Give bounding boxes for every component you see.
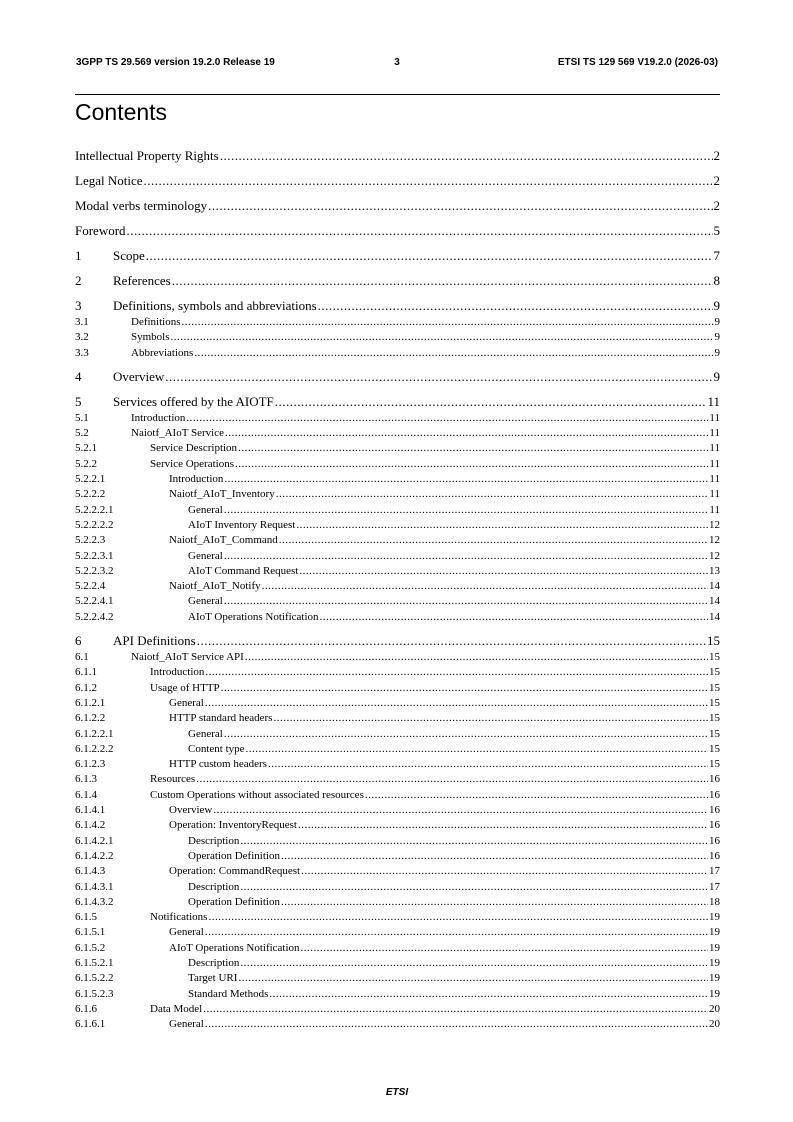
toc-entry-title: Naiotf_AIoT Service bbox=[131, 427, 224, 440]
toc-entry[interactable] bbox=[75, 472, 720, 487]
toc-entry-page: 17 bbox=[709, 880, 720, 893]
toc-entry-number: 5.2.2.3 bbox=[75, 534, 106, 547]
toc-entry-page: 15 bbox=[709, 666, 720, 679]
toc-entry-number: 6.1.2.3 bbox=[75, 758, 106, 771]
toc-entry-title: Foreword bbox=[75, 223, 126, 238]
toc-entry-number: 6.1.5.2.1 bbox=[75, 956, 114, 969]
toc-dot-leader bbox=[275, 393, 707, 411]
toc-dot-leader bbox=[298, 818, 708, 833]
toc-dot-leader bbox=[205, 665, 708, 680]
toc-entry-number: 6.1.5 bbox=[75, 911, 97, 924]
toc-entry-title: HTTP custom headers bbox=[169, 758, 267, 771]
toc-entry[interactable] bbox=[75, 956, 720, 971]
toc-entry-number: 4 bbox=[75, 368, 82, 384]
toc-entry-page: 15 bbox=[709, 758, 720, 771]
toc-entry[interactable] bbox=[75, 426, 720, 441]
header-spec-version: 3GPP TS 29.569 version 19.2.0 Release 19 bbox=[76, 57, 275, 68]
toc-entry-number: 6.1 bbox=[75, 651, 89, 664]
toc-entry-title: General bbox=[169, 926, 204, 939]
toc-entry-page: 8 bbox=[713, 273, 720, 288]
toc-entry-page: 18 bbox=[709, 895, 720, 908]
toc-entry-number: 5.2.2.4.2 bbox=[75, 610, 114, 623]
toc-entry-title: Operation Definition bbox=[188, 849, 280, 862]
footer-etsi: ETSI bbox=[385, 1087, 409, 1098]
toc-entry[interactable] bbox=[75, 441, 720, 456]
toc-entry[interactable] bbox=[75, 665, 720, 680]
toc-entry-page: 11 bbox=[709, 503, 720, 516]
toc-dot-leader bbox=[279, 533, 708, 548]
toc-entry[interactable] bbox=[75, 272, 720, 290]
toc-entry-number: 5.1 bbox=[75, 411, 89, 424]
toc-entry-page: 7 bbox=[713, 248, 720, 263]
toc-entry-page: 15 bbox=[709, 712, 720, 725]
toc-entry-page: 17 bbox=[709, 865, 720, 878]
toc-dot-leader bbox=[224, 503, 709, 518]
toc-entry-number: 6.1.2.1 bbox=[75, 696, 106, 709]
toc-entry-title: Service Operations bbox=[150, 457, 234, 470]
toc-entry[interactable] bbox=[75, 457, 720, 472]
toc-dot-leader bbox=[276, 487, 709, 502]
toc-entry[interactable] bbox=[75, 632, 720, 650]
toc-entry[interactable] bbox=[75, 681, 720, 696]
toc-entry[interactable] bbox=[75, 650, 720, 665]
toc-entry-page: 14 bbox=[709, 580, 720, 593]
toc-entry-title: General bbox=[188, 727, 223, 740]
toc-entry-number: 6.1.4.2.2 bbox=[75, 849, 114, 862]
toc-entry-number: 6.1.4.2.1 bbox=[75, 834, 114, 847]
toc-entry-page: 2 bbox=[713, 148, 720, 163]
toc-entry-number: 5.2.2.2 bbox=[75, 488, 106, 501]
toc-dot-leader bbox=[269, 987, 708, 1002]
toc-entry[interactable] bbox=[75, 696, 720, 711]
toc-entry-title: Data Model bbox=[150, 1002, 203, 1015]
toc-entry-page: 19 bbox=[709, 956, 720, 969]
toc-entry[interactable] bbox=[75, 197, 720, 215]
toc-dot-leader bbox=[205, 696, 708, 711]
toc-dot-leader bbox=[301, 941, 708, 956]
toc-entry-number: 6.1.6 bbox=[75, 1002, 97, 1015]
toc-entry-page: 16 bbox=[709, 773, 720, 786]
toc-entry[interactable] bbox=[75, 330, 720, 345]
toc-dot-leader bbox=[172, 272, 713, 290]
toc-entry-page: 16 bbox=[709, 788, 720, 801]
toc-entry[interactable] bbox=[75, 315, 720, 330]
toc-entry-title: AIoT Operations Notification bbox=[169, 941, 300, 954]
toc-entry-page: 11 bbox=[709, 488, 720, 501]
toc-entry[interactable] bbox=[75, 247, 720, 265]
toc-dot-leader bbox=[273, 711, 708, 726]
toc-entry[interactable] bbox=[75, 346, 720, 361]
toc-entry[interactable] bbox=[75, 172, 720, 190]
toc-dot-leader bbox=[245, 650, 708, 665]
toc-entry[interactable] bbox=[75, 803, 720, 818]
toc-entry-page: 19 bbox=[709, 987, 720, 1000]
toc-entry[interactable] bbox=[75, 880, 720, 895]
toc-entry-number: 6 bbox=[75, 633, 82, 649]
toc-entry-title: Description bbox=[188, 956, 240, 969]
toc-dot-leader bbox=[225, 426, 708, 441]
toc-dot-leader bbox=[208, 910, 708, 925]
toc-entry[interactable] bbox=[75, 788, 720, 803]
toc-dot-leader bbox=[246, 742, 708, 757]
toc-entry-page: 5 bbox=[713, 223, 720, 238]
toc-entry-page: 11 bbox=[709, 411, 720, 424]
toc-entry-title: Usage of HTTP bbox=[150, 681, 220, 694]
toc-entry-number: 3.1 bbox=[75, 316, 89, 328]
toc-entry-page: 2 bbox=[713, 173, 720, 188]
toc-entry-page: 13 bbox=[709, 564, 720, 577]
toc-entry-page: 16 bbox=[709, 819, 720, 832]
toc-entry-page: 19 bbox=[709, 941, 720, 954]
toc-entry-title: General bbox=[188, 549, 223, 562]
toc-entry-number: 5.2.2.3.1 bbox=[75, 549, 114, 562]
toc-dot-leader bbox=[262, 579, 708, 594]
toc-entry-title: AIoT Command Request bbox=[188, 564, 299, 577]
toc-entry[interactable] bbox=[75, 518, 720, 533]
toc-entry-title: Introduction bbox=[131, 411, 186, 424]
toc-entry-page: 14 bbox=[709, 610, 720, 623]
toc-entry-number: 6.1.4.2 bbox=[75, 819, 106, 832]
toc-entry[interactable] bbox=[75, 368, 720, 386]
toc-entry-title: API Definitions bbox=[113, 633, 196, 649]
toc-entry-number: 6.1.5.2 bbox=[75, 941, 106, 954]
toc-dot-leader bbox=[213, 803, 708, 818]
toc-dot-leader bbox=[318, 297, 713, 315]
toc-entry-page: 15 bbox=[707, 633, 720, 649]
toc-entry[interactable] bbox=[75, 610, 720, 625]
toc-entry-number: 5.2.2.3.2 bbox=[75, 564, 114, 577]
toc-entry[interactable] bbox=[75, 849, 720, 864]
toc-entry-title: Operation Definition bbox=[188, 895, 280, 908]
table-of-contents bbox=[75, 147, 720, 1032]
toc-entry-page: 9 bbox=[714, 346, 720, 359]
toc-entry-title: Definitions, symbols and abbreviations bbox=[113, 298, 317, 313]
toc-entry-page: 19 bbox=[709, 926, 720, 939]
header-page-number: 3 bbox=[394, 57, 400, 68]
toc-entry-title: HTTP standard headers bbox=[169, 712, 273, 725]
toc-entry-number: 6.1.6.1 bbox=[75, 1018, 106, 1031]
toc-entry-page: 20 bbox=[709, 1002, 720, 1015]
toc-entry-number: 1 bbox=[75, 248, 82, 263]
toc-entry-number: 2 bbox=[75, 273, 82, 288]
toc-entry-page: 15 bbox=[709, 696, 720, 709]
toc-entry[interactable] bbox=[75, 487, 720, 502]
toc-entry-page: 15 bbox=[709, 681, 720, 694]
toc-entry[interactable] bbox=[75, 222, 720, 240]
toc-entry-page: 15 bbox=[709, 742, 720, 755]
toc-entry[interactable] bbox=[75, 411, 720, 426]
toc-dot-leader bbox=[165, 368, 712, 386]
toc-entry-title: Naiotf_AIoT Service API bbox=[131, 651, 244, 664]
toc-entry[interactable] bbox=[75, 564, 720, 579]
toc-entry-number: 6.1.4.3.2 bbox=[75, 895, 114, 908]
toc-entry[interactable] bbox=[75, 393, 720, 411]
toc-dot-leader bbox=[182, 315, 714, 330]
toc-entry[interactable] bbox=[75, 549, 720, 564]
toc-entry[interactable] bbox=[75, 1002, 720, 1017]
toc-dot-leader bbox=[146, 247, 713, 265]
toc-entry-number: 5.2.2.1 bbox=[75, 473, 106, 486]
toc-entry[interactable] bbox=[75, 818, 720, 833]
toc-dot-leader bbox=[144, 172, 713, 190]
toc-entry-number: 6.1.4.1 bbox=[75, 804, 106, 817]
toc-entry-number: 6.1.5.2.2 bbox=[75, 972, 114, 985]
toc-entry-number: 5.2.2.4 bbox=[75, 580, 106, 593]
toc-dot-leader bbox=[205, 925, 708, 940]
toc-entry-title: Standard Methods bbox=[188, 987, 269, 1000]
toc-entry-title: Naiotf_AIoT_Notify bbox=[169, 580, 261, 593]
toc-entry-number: 5.2.2.4.1 bbox=[75, 595, 114, 608]
toc-entry[interactable] bbox=[75, 772, 720, 787]
toc-entry-title: AIoT Operations Notification bbox=[188, 610, 319, 623]
toc-entry-number: 3 bbox=[75, 298, 82, 313]
toc-entry-title: Notifications bbox=[150, 911, 208, 924]
header-etsi-reference: ETSI TS 129 569 V19.2.0 (2026-03) bbox=[557, 57, 718, 68]
toc-entry-title: Abbreviations bbox=[131, 346, 194, 359]
toc-entry[interactable] bbox=[75, 503, 720, 518]
toc-entry[interactable] bbox=[75, 971, 720, 986]
toc-dot-leader bbox=[235, 457, 708, 472]
toc-entry-page: 12 bbox=[709, 534, 720, 547]
toc-entry-title: Naiotf_AIoT_Command bbox=[169, 534, 278, 547]
toc-entry-title: Legal Notice bbox=[75, 173, 143, 188]
toc-dot-leader bbox=[268, 757, 708, 772]
toc-entry-title: Naiotf_AIoT_Inventory bbox=[169, 488, 275, 501]
toc-entry-page: 2 bbox=[713, 198, 720, 213]
toc-entry[interactable] bbox=[75, 941, 720, 956]
toc-entry-title: General bbox=[188, 595, 223, 608]
toc-entry-title: Modal verbs terminology bbox=[75, 198, 208, 213]
toc-dot-leader bbox=[224, 727, 708, 742]
toc-entry-page: 16 bbox=[709, 849, 720, 862]
toc-entry-number: 3.2 bbox=[75, 331, 89, 344]
page-title: Contents bbox=[75, 99, 168, 125]
toc-dot-leader bbox=[197, 632, 706, 650]
toc-entry-number: 5.2 bbox=[75, 427, 89, 440]
toc-entry-title: Resources bbox=[150, 773, 196, 786]
header-rule bbox=[75, 94, 720, 95]
toc-entry-number: 6.1.4.3.1 bbox=[75, 880, 114, 893]
toc-dot-leader bbox=[238, 441, 708, 456]
toc-entry-number: 6.1.5.1 bbox=[75, 926, 106, 939]
toc-entry-title: Overview bbox=[169, 804, 213, 817]
toc-entry-page: 9 bbox=[714, 331, 720, 344]
toc-dot-leader bbox=[224, 549, 708, 564]
toc-entry-title: General bbox=[169, 696, 204, 709]
toc-dot-leader bbox=[238, 971, 708, 986]
toc-dot-leader bbox=[320, 610, 708, 625]
toc-entry-number: 5 bbox=[75, 393, 82, 409]
toc-entry[interactable] bbox=[75, 147, 720, 165]
toc-entry[interactable] bbox=[75, 742, 720, 757]
toc-dot-leader bbox=[365, 788, 708, 803]
toc-entry-title: Introduction bbox=[169, 473, 224, 486]
toc-dot-leader bbox=[281, 849, 708, 864]
toc-dot-leader bbox=[240, 834, 708, 849]
toc-entry-page: 19 bbox=[709, 911, 720, 924]
toc-entry-number: 6.1.4.3 bbox=[75, 865, 106, 878]
toc-entry-page: 11 bbox=[709, 442, 720, 455]
toc-dot-leader bbox=[186, 411, 708, 426]
toc-entry[interactable] bbox=[75, 864, 720, 879]
toc-entry-number: 6.1.2.2.2 bbox=[75, 742, 114, 755]
toc-entry-title: Service Description bbox=[150, 442, 238, 455]
toc-entry-title: Definitions bbox=[131, 316, 181, 328]
toc-entry-page: 11 bbox=[707, 393, 720, 409]
toc-entry-page: 11 bbox=[709, 457, 720, 470]
toc-entry[interactable] bbox=[75, 297, 720, 315]
toc-entry-title: References bbox=[113, 273, 171, 288]
toc-dot-leader bbox=[196, 772, 708, 787]
toc-entry-title: Operation: CommandRequest bbox=[169, 865, 301, 878]
toc-entry[interactable] bbox=[75, 834, 720, 849]
toc-entry-page: 12 bbox=[709, 549, 720, 562]
toc-entry-page: 11 bbox=[709, 473, 720, 486]
toc-entry-title: Target URI bbox=[188, 972, 238, 985]
toc-dot-leader bbox=[221, 681, 708, 696]
toc-entry-page: 9 bbox=[714, 316, 720, 328]
toc-dot-leader bbox=[240, 956, 708, 971]
toc-entry-number: 6.1.2 bbox=[75, 681, 97, 694]
toc-dot-leader bbox=[208, 197, 712, 215]
toc-dot-leader bbox=[127, 222, 713, 240]
toc-entry-number: 6.1.3 bbox=[75, 773, 97, 786]
toc-entry[interactable] bbox=[75, 895, 720, 910]
toc-entry-page: 11 bbox=[709, 427, 720, 440]
toc-entry-page: 20 bbox=[709, 1018, 720, 1031]
toc-entry-page: 15 bbox=[709, 727, 720, 740]
toc-entry[interactable] bbox=[75, 727, 720, 742]
toc-entry-number: 5.2.2.2.2 bbox=[75, 518, 114, 531]
toc-entry-number: 5.2.1 bbox=[75, 442, 97, 455]
toc-entry[interactable] bbox=[75, 579, 720, 594]
toc-dot-leader bbox=[224, 594, 708, 609]
toc-entry-page: 14 bbox=[709, 595, 720, 608]
toc-dot-leader bbox=[203, 1002, 708, 1017]
toc-dot-leader bbox=[296, 518, 708, 533]
toc-dot-leader bbox=[301, 864, 708, 879]
toc-entry-number: 3.3 bbox=[75, 346, 89, 359]
toc-entry[interactable] bbox=[75, 594, 720, 609]
toc-entry-number: 6.1.1 bbox=[75, 666, 97, 679]
toc-dot-leader bbox=[205, 1017, 708, 1032]
toc-entry[interactable] bbox=[75, 1017, 720, 1032]
toc-entry-number: 6.1.5.2.3 bbox=[75, 987, 114, 1000]
toc-dot-leader bbox=[240, 880, 708, 895]
toc-dot-leader bbox=[299, 564, 708, 579]
toc-entry-number: 6.1.2.2 bbox=[75, 712, 106, 725]
toc-entry-title: Custom Operations without associated resources bbox=[150, 788, 364, 801]
toc-entry-title: Description bbox=[188, 834, 240, 847]
toc-dot-leader bbox=[171, 330, 714, 345]
toc-entry-number: 5.2.2 bbox=[75, 457, 97, 470]
toc-entry[interactable] bbox=[75, 925, 720, 940]
toc-entry-page: 9 bbox=[713, 368, 720, 384]
toc-dot-leader bbox=[220, 147, 713, 165]
toc-entry-page: 16 bbox=[709, 804, 720, 817]
toc-entry-title: Overview bbox=[113, 368, 165, 384]
toc-entry-page: 9 bbox=[713, 298, 720, 313]
toc-entry-page: 19 bbox=[709, 972, 720, 985]
toc-entry-page: 12 bbox=[709, 518, 720, 531]
toc-entry-title: Symbols bbox=[131, 331, 170, 344]
toc-entry[interactable] bbox=[75, 533, 720, 548]
toc-entry-title: Operation: InventoryRequest bbox=[169, 819, 297, 832]
toc-entry-title: Intellectual Property Rights bbox=[75, 148, 219, 163]
toc-entry-title: Scope bbox=[113, 248, 145, 263]
toc-entry-title: Introduction bbox=[150, 666, 205, 679]
toc-entry[interactable] bbox=[75, 711, 720, 726]
toc-entry-title: Description bbox=[188, 880, 240, 893]
toc-entry-title: AIoT Inventory Request bbox=[188, 518, 296, 531]
toc-entry-number: 6.1.2.2.1 bbox=[75, 727, 114, 740]
toc-entry-page: 15 bbox=[709, 651, 720, 664]
toc-entry-page: 16 bbox=[709, 834, 720, 847]
toc-entry[interactable] bbox=[75, 910, 720, 925]
toc-dot-leader bbox=[194, 346, 713, 361]
toc-dot-leader bbox=[224, 472, 708, 487]
toc-entry[interactable] bbox=[75, 757, 720, 772]
toc-entry[interactable] bbox=[75, 987, 720, 1002]
toc-entry-title: Services offered by the AIOTF bbox=[113, 393, 274, 409]
toc-entry-number: 6.1.4 bbox=[75, 788, 97, 801]
toc-entry-number: 5.2.2.2.1 bbox=[75, 503, 114, 516]
toc-entry-title: General bbox=[188, 503, 223, 516]
toc-dot-leader bbox=[281, 895, 708, 910]
toc-entry-title: Content type bbox=[188, 742, 245, 755]
toc-entry-title: General bbox=[169, 1018, 204, 1031]
